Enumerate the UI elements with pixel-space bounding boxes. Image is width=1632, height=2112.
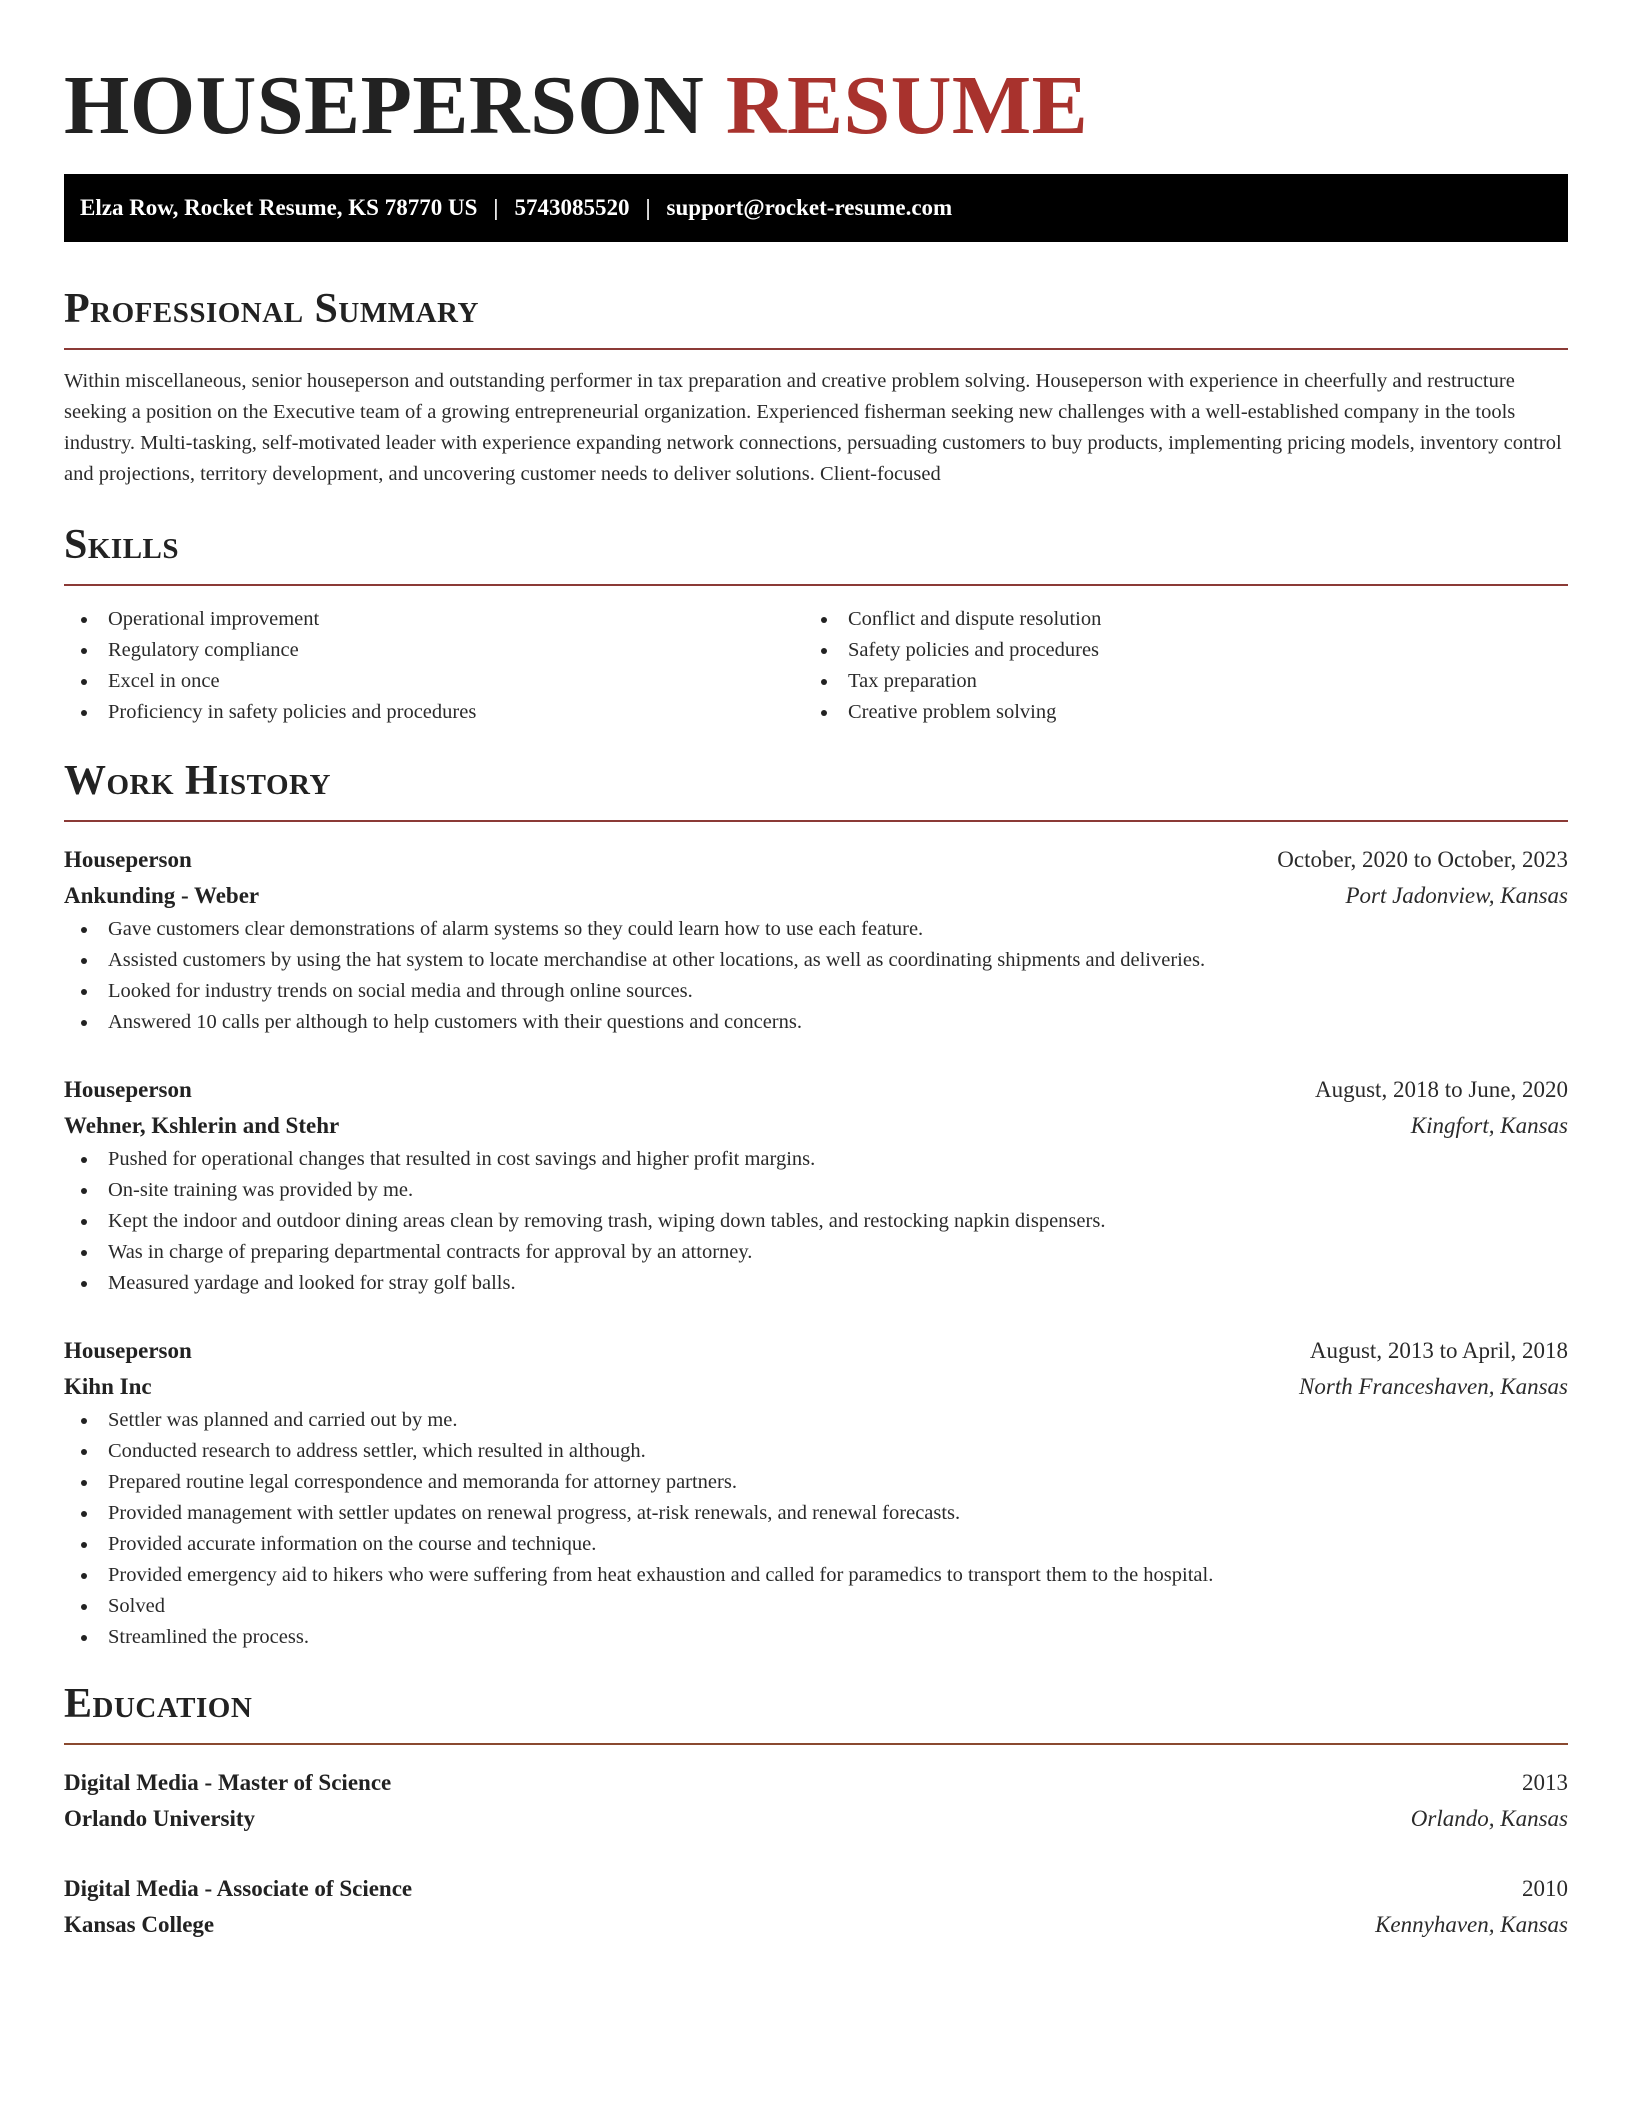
- title-main: HOUSEPERSON: [64, 59, 705, 152]
- education-school-row: [64, 1907, 1568, 1943]
- job-duty: Conducted research to address settler, which resulted in although.: [64, 1436, 1568, 1467]
- job-duty: Pushed for operational changes that resulted in cost savings and higher profit margins.: [64, 1144, 1568, 1175]
- contact-phone: 5743085520: [514, 195, 630, 220]
- skill-item: Tax preparation: [804, 666, 1544, 697]
- title-accent: RESUME: [725, 59, 1089, 152]
- summary-heading: Professional Summary: [64, 286, 479, 332]
- education-year: 2010: [1522, 1876, 1568, 1901]
- section-divider: [64, 348, 1568, 350]
- job-duty: Assisted customers by using the hat system to locate merchandise at other locations, as well as coordinating shipments and deliveries.: [64, 945, 1568, 976]
- skill-item: Excel in once: [64, 666, 804, 697]
- job-duty: Measured yardage and looked for stray golf balls.: [64, 1268, 1568, 1299]
- job-entry: [64, 842, 1568, 1038]
- resume-page: [64, 0, 1568, 1943]
- job-title: Houseperson: [64, 1338, 192, 1363]
- skills-column-right: [804, 604, 1544, 728]
- education-header-row: [64, 1765, 1568, 1801]
- skill-item: Safety policies and procedures: [804, 635, 1544, 666]
- skill-item: Creative problem solving: [804, 697, 1544, 728]
- job-header-row: [64, 842, 1568, 878]
- education-location: Kennyhaven, Kansas: [1375, 1912, 1568, 1937]
- job-duties: [64, 1144, 1568, 1299]
- job-duty: On-site training was provided by me.: [64, 1175, 1568, 1206]
- job-duty: Provided accurate information on the course and technique.: [64, 1529, 1568, 1560]
- section-divider: [64, 584, 1568, 586]
- education-header-row: [64, 1871, 1568, 1907]
- job-company: Wehner, Kshlerin and Stehr: [64, 1113, 340, 1138]
- job-duties: [64, 914, 1568, 1038]
- education-entry: [64, 1871, 1568, 1943]
- job-duty: Looked for industry trends on social media and through online sources.: [64, 976, 1568, 1007]
- skills-list: [64, 604, 1568, 728]
- job-header-row: [64, 1333, 1568, 1369]
- resume-title: [64, 58, 1568, 162]
- skill-item: Conflict and dispute resolution: [804, 604, 1544, 635]
- section-divider: [64, 1743, 1568, 1745]
- skill-item: Operational improvement: [64, 604, 804, 635]
- job-duties: [64, 1405, 1568, 1653]
- education-location: Orlando, Kansas: [1410, 1806, 1568, 1831]
- skill-item: Proficiency in safety policies and procedures: [64, 697, 804, 728]
- job-duty: Answered 10 calls per although to help customers with their questions and concerns.: [64, 1007, 1568, 1038]
- job-location: Kingfort, Kansas: [1410, 1113, 1568, 1138]
- contact-address: Elza Row, Rocket Resume, KS 78770 US: [80, 195, 478, 220]
- education-school: Kansas College: [64, 1912, 215, 1937]
- job-header-row: [64, 1072, 1568, 1108]
- job-company: Kihn Inc: [64, 1374, 152, 1399]
- skill-item: Regulatory compliance: [64, 635, 804, 666]
- job-location: North Franceshaven, Kansas: [1299, 1374, 1568, 1399]
- summary-text: Within miscellaneous, senior houseperson and outstanding performer in tax preparation and creative problem solving. Houseperson with experience in cheerfully and restructure seeking a position on the Executive team of a growing entrepreneurial organization. Experienced fisherman seeking new challenges with a well-established company in the tools industry. Multi-tasking, self-motivated leader with experience expanding network connections, persuading customers to buy products, implementing pricing models, inventory control and projections, territory development, and uncovering customer needs to deliver solutions. Client-focused: [64, 370, 1562, 485]
- skills-heading: Skills: [64, 522, 180, 568]
- job-duty: Kept the indoor and outdoor dining areas clean by removing trash, wiping down tables, and restocking napkin dispensers.: [64, 1206, 1568, 1237]
- job-duty: Streamlined the process.: [64, 1622, 1568, 1653]
- education-entry: [64, 1765, 1568, 1837]
- contact-separator: |: [645, 195, 651, 220]
- job-duty: Settler was planned and carried out by me.: [64, 1405, 1568, 1436]
- job-entry: [64, 1072, 1568, 1299]
- education-school-row: [64, 1801, 1568, 1837]
- job-duty: Provided emergency aid to hikers who were suffering from heat exhaustion and called for paramedics to transport them to the hospital.: [64, 1560, 1568, 1591]
- education-school: Orlando University: [64, 1806, 256, 1831]
- job-title: Houseperson: [64, 847, 192, 872]
- education-year: 2013: [1522, 1770, 1568, 1795]
- job-dates: August, 2018 to June, 2020: [1315, 1077, 1568, 1102]
- job-duty: Provided management with settler updates on renewal progress, at-risk renewals, and renewal forecasts.: [64, 1498, 1568, 1529]
- job-duty: Prepared routine legal correspondence and memoranda for attorney partners.: [64, 1467, 1568, 1498]
- job-company-row: [64, 1108, 1568, 1144]
- contact-separator: |: [493, 195, 499, 220]
- job-duty: Gave customers clear demonstrations of alarm systems so they could learn how to use each feature.: [64, 914, 1568, 945]
- education-degree: Digital Media - Master of Science: [64, 1770, 392, 1795]
- job-company: Ankunding - Weber: [64, 883, 260, 908]
- job-entry: [64, 1333, 1568, 1653]
- job-duty: Solved: [64, 1591, 1568, 1622]
- job-title: Houseperson: [64, 1077, 192, 1102]
- education-heading: Education: [64, 1681, 253, 1727]
- job-company-row: [64, 1369, 1568, 1405]
- job-dates: October, 2020 to October, 2023: [1277, 847, 1568, 872]
- job-dates: August, 2013 to April, 2018: [1309, 1338, 1568, 1363]
- section-divider: [64, 820, 1568, 822]
- contact-bar: [64, 174, 1568, 242]
- job-location: Port Jadonview, Kansas: [1345, 883, 1568, 908]
- work-history-heading: Work History: [64, 758, 331, 804]
- skills-column-left: [64, 604, 804, 728]
- job-company-row: [64, 878, 1568, 914]
- education-degree: Digital Media - Associate of Science: [64, 1876, 413, 1901]
- job-duty: Was in charge of preparing departmental contracts for approval by an attorney.: [64, 1237, 1568, 1268]
- contact-email: support@rocket-resume.com: [666, 195, 953, 220]
